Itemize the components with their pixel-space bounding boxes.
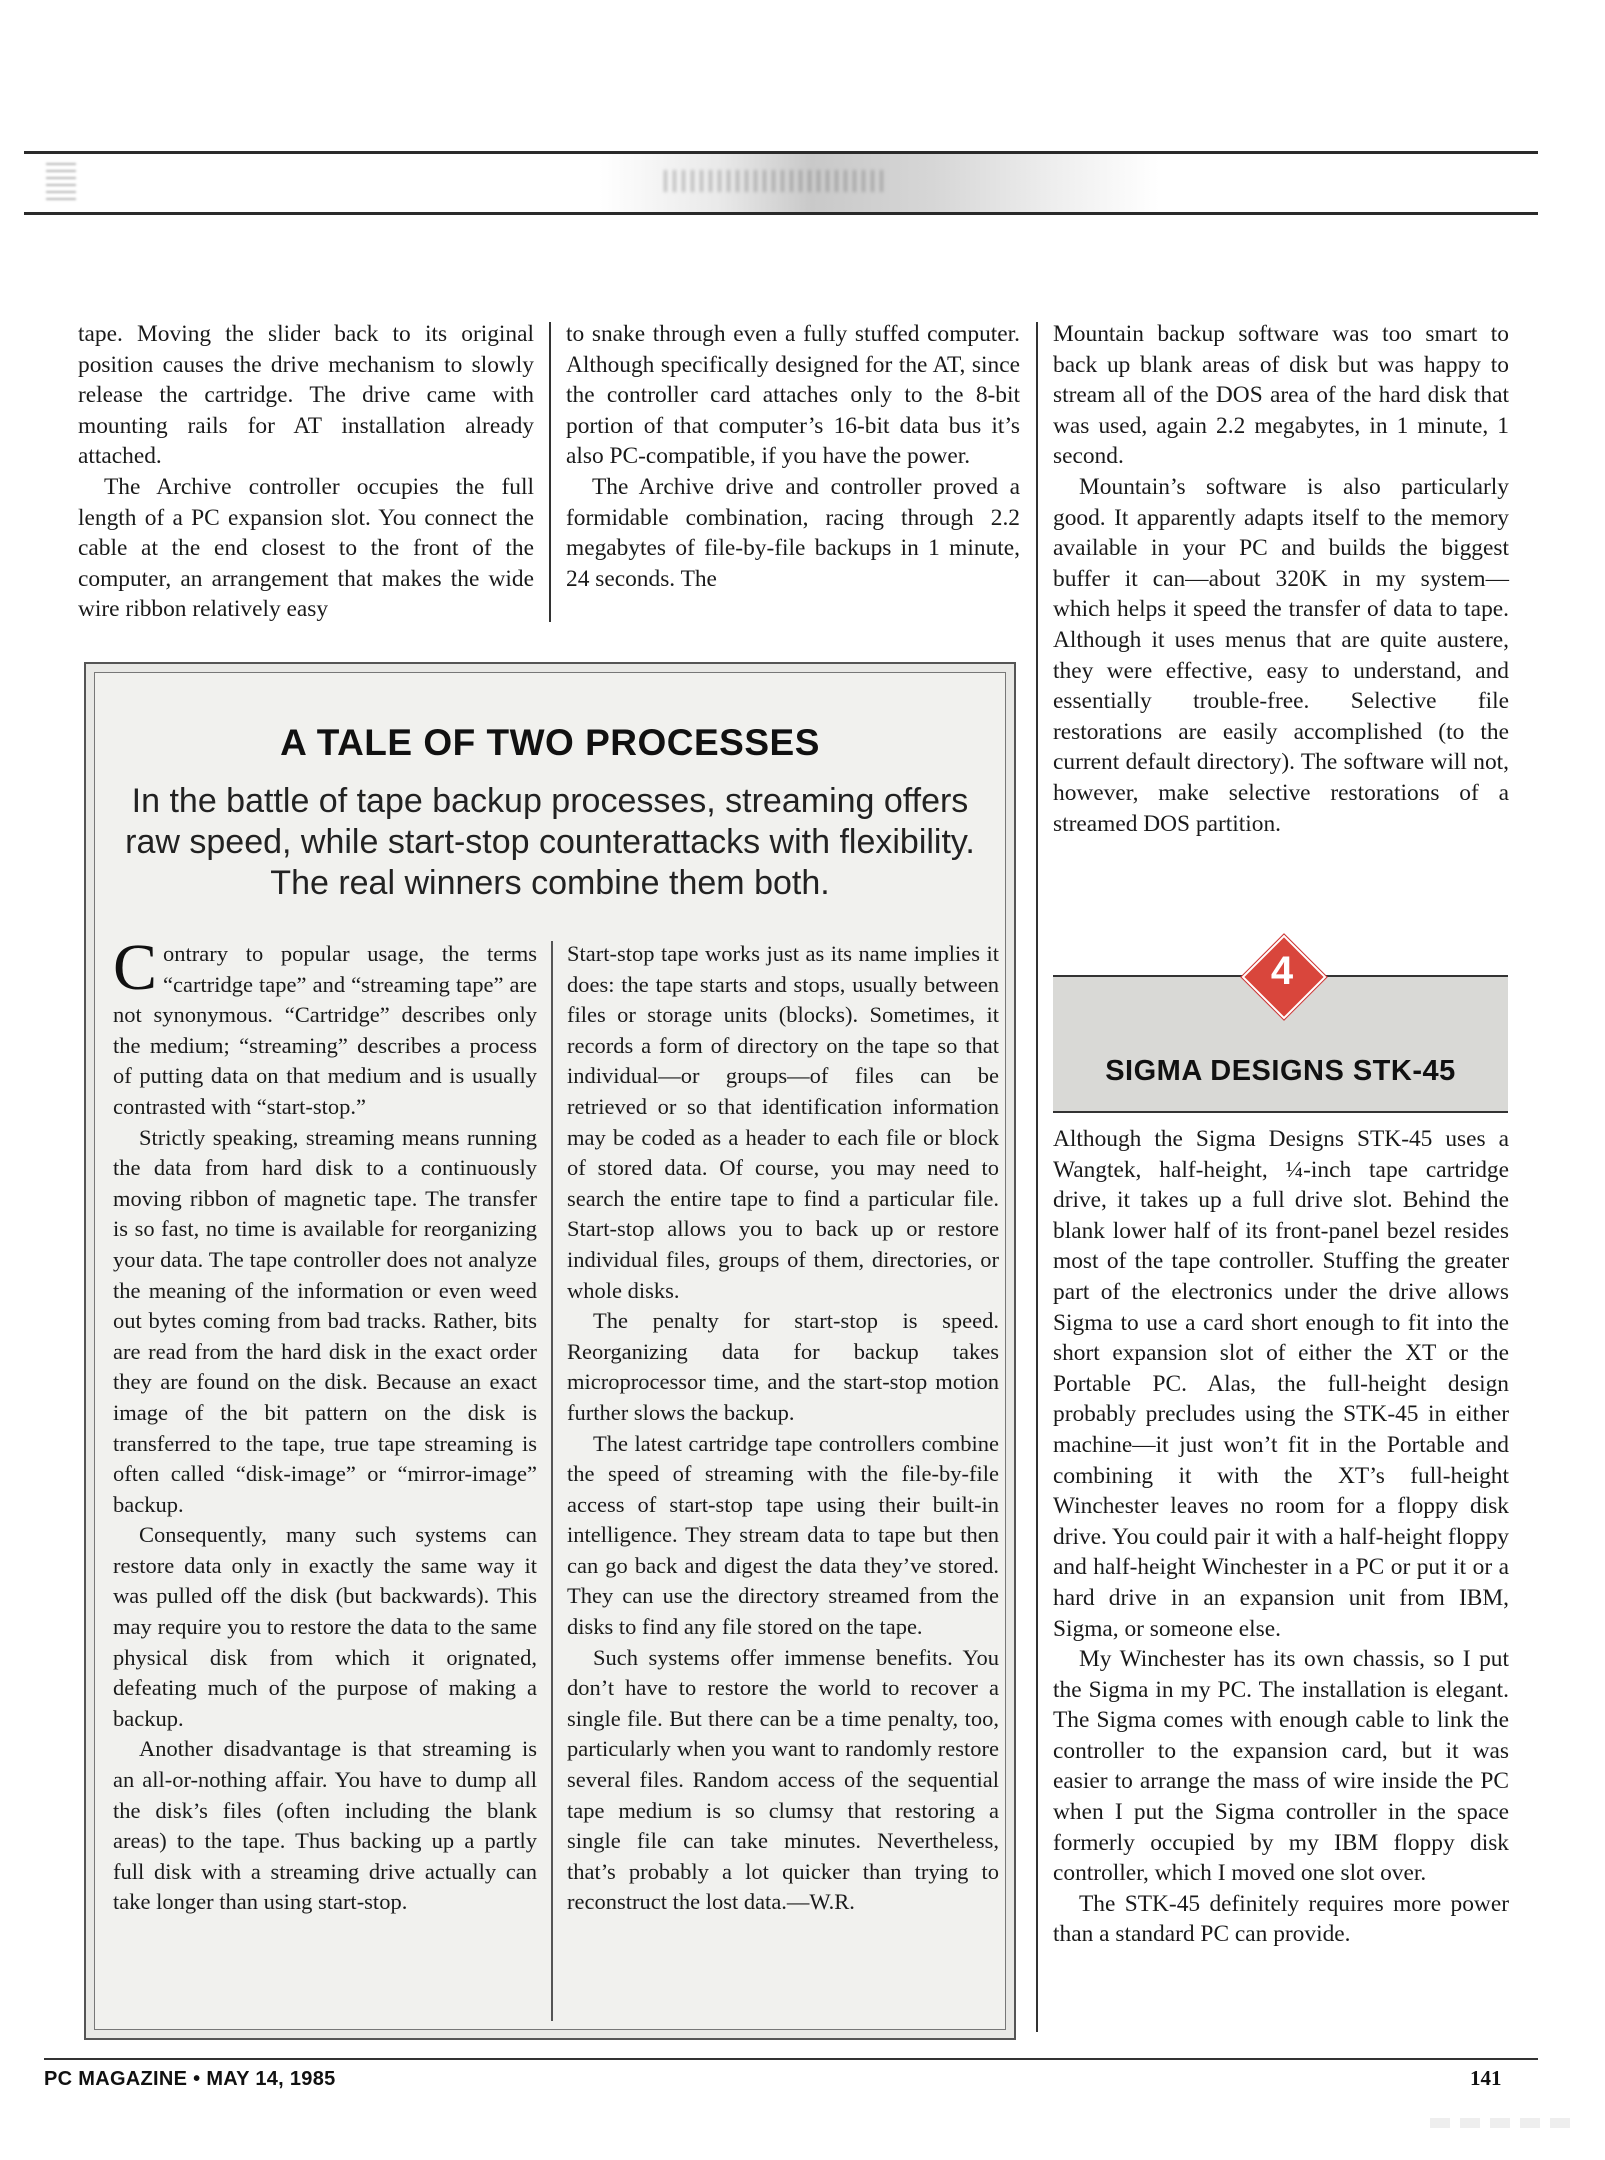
sidebar-column-1 <box>113 931 537 1918</box>
paragraph: Start-stop tape works just as its name implies it does: the tape starts and stops, usually between files or storage units (blocks). Sometimes, it records a form of directory on the tape so that individual—or groups—of files can be retrieved or so that identification information may be coded as a header to each file or block of stored data. Of course, you may need to search the entire tape to find a particular file. Start-stop allows you to back up or restore individual files, groups of them, directories, or whole disks. <box>567 941 999 1303</box>
sidebar-column-2 <box>567 939 999 1918</box>
paragraph: Such systems offer immense benefits. You don’t have to restore the world to recover a single file. But there can be a time penalty, too, particularly when you want to randomly restore several files. Random access of the sequential tape medium is so clumsy that restoring a single file can take minutes. Nevertheless, that’s probably a lot quicker than trying to reconstruct the lost data.—W.R. <box>567 1644 999 1915</box>
footer-rule <box>44 2058 1538 2060</box>
paragraph: Although the Sigma Designs STK-45 uses a Wangtek, half-height, ¼-inch tape cartridge drive, it takes up a full drive slot. Behind the blank lower half of its front-panel bezel resides most of the tape controller. Stuffing the greater part of the electronics under the drive allows Sigma to use a card short enough to fit into the short expansion slot of either the XT or the Portable PC. Alas, the full-height design probably precludes using the STK-45 in either machine—it just won’t fit in the Portable and combining it with the XT’s full-height Winchester leaves no room for a floppy disk drive. You could pair it with a half-height floppy and half-height Winchester in a PC or put it or a hard drive in an expansion unit from IBM, Sigma, or someone else. <box>1053 1126 1509 1642</box>
header-band <box>24 151 1538 215</box>
paragraph: Consequently, many such systems can restore data only in exactly the same way it was pulled off the disk (but backwards). This may require you to restore the data to the same physical disk from which it orignated, defeating much of the purpose of making a backup. <box>113 1522 537 1731</box>
paragraph: to snake through even a fully stuffed computer. Although specifically designed for the AT, since the controller card attaches only to the 8-bit portion of that computer’s 16-bit data bus it’s also PC-compatible, if you have the power. <box>566 321 1020 470</box>
sidebar-column-rule <box>551 941 553 2021</box>
sidebar-box <box>84 662 1016 2040</box>
paragraph: tape. Moving the slider back to its original position causes the drive mechanism to slowly release the cartridge. The drive came with mounting rails for AT installation already attached. <box>78 321 534 470</box>
sidebar-inner <box>94 672 1006 2030</box>
paragraph: My Winchester has its own chassis, so I put the Sigma in my PC. The installation is elegant. The Sigma comes with enough cable to link the controller to the expansion card, but it was easier to arrange the mass of wire inside the PC when I put the Sigma controller in the space formerly occupied by my IBM floppy disk controller, which I moved one slot over. <box>1053 1646 1509 1887</box>
sidebar-title: A TALE OF TWO PROCESSES <box>280 722 820 763</box>
column-3-top <box>1053 319 1509 839</box>
paragraph: The STK-45 definitely requires more power than a standard PC can provide. <box>1053 1890 1509 1948</box>
column-3-bottom <box>1053 1124 1509 1950</box>
paragraph <box>113 931 537 1123</box>
section-title: SIGMA DESIGNS STK-45 <box>1105 1055 1456 1087</box>
section-number: 4 <box>1270 949 1294 993</box>
paragraph: The Archive controller occupies the full length of a PC expansion slot. You connect the cable at the end closest to the front of the computer, an arrangement that makes the wide wire ribbon relatively easy <box>78 473 534 623</box>
paragraph: Strictly speaking, streaming means running the data from hard disk to a continuously moving ribbon of magnetic tape. The transfer is so fast, no time is available for reorganizing your data. The tape controller does not analyze the meaning of the information or even weed out bytes coming from bad tracks. Rather, bits are read from the hard disk in the exact order they are found on the disk. Because an exact image of the bit pattern on the disk is transferred to the tape, true tape streaming is often called “disk-image” or “mirror-image” backup. <box>113 1124 537 1517</box>
footer-magazine-date: PC MAGAZINE • MAY 14, 1985 <box>44 2068 336 2090</box>
column-rule <box>549 322 551 622</box>
paragraph: Another disadvantage is that streaming is an all-or-nothing affair. You have to dump all the disk’s files (often including the blank areas) to the tape. Thus backing up a partly full disk with a streaming drive actually can take longer than using start-stop. <box>113 1736 537 1915</box>
paragraph: The penalty for start-stop is speed. Reorganizing data for backup takes microprocessor time, and the start-stop motion further slows the backup. <box>567 1308 999 1425</box>
column-rule <box>1036 322 1038 2032</box>
paragraph: The latest cartridge tape controllers combine the speed of streaming with the file-by-file access of start-stop tape using their built-in intelligence. They stream data to tape but then can go back and digest the data they’ve stored. They can use the directory streamed from the disks to find any file stored on the tape. <box>567 1430 999 1640</box>
scan-artifact <box>1430 2118 1580 2128</box>
header-texture <box>664 170 884 192</box>
paragraph: Mountain backup software was too smart to back up blank areas of disk but was happy to stream all of the DOS area of the hard disk that was used, again 2.2 megabytes, in 1 minute, 1 second. <box>1053 321 1509 470</box>
sidebar-deck: In the battle of tape backup processes, streaming offers raw speed, while start-stop counterattacks with flexibility. The real winners combine them both. <box>125 782 975 902</box>
page-number: 141 <box>1470 2066 1502 2090</box>
section-number-badge <box>1242 935 1322 1015</box>
paragraph: Mountain’s software is also particularly good. It apparently adapts itself to the memory available in your PC and builds the biggest buffer it can—about 320K in my system—which helps it speed the transfer of data to tape. Although it uses menus that are quite austere, they were effective, easy to understand, and essentially trouble-free. Selective file restorations are easily accomplished (to the current default directory). The software will not, however, make selective restorations of a streamed DOS partition. <box>1053 473 1509 837</box>
paragraph-text: ontrary to popular usage, the terms “cartridge tape” and “streaming tape” are not synonymous. “Cartridge” describes only the medium; “streaming” describes a process of putting data on that medium and is usually contrasted with “start-stop.” <box>113 941 537 1119</box>
header-texture-left <box>46 160 76 200</box>
column-2-top <box>566 319 1020 594</box>
drop-cap: C <box>113 931 158 1004</box>
column-1-top <box>78 319 534 625</box>
paragraph: The Archive drive and controller proved a formidable combination, racing through 2.2 megabytes of file-by-file backups in 1 minute, 24 seconds. The <box>566 473 1020 592</box>
